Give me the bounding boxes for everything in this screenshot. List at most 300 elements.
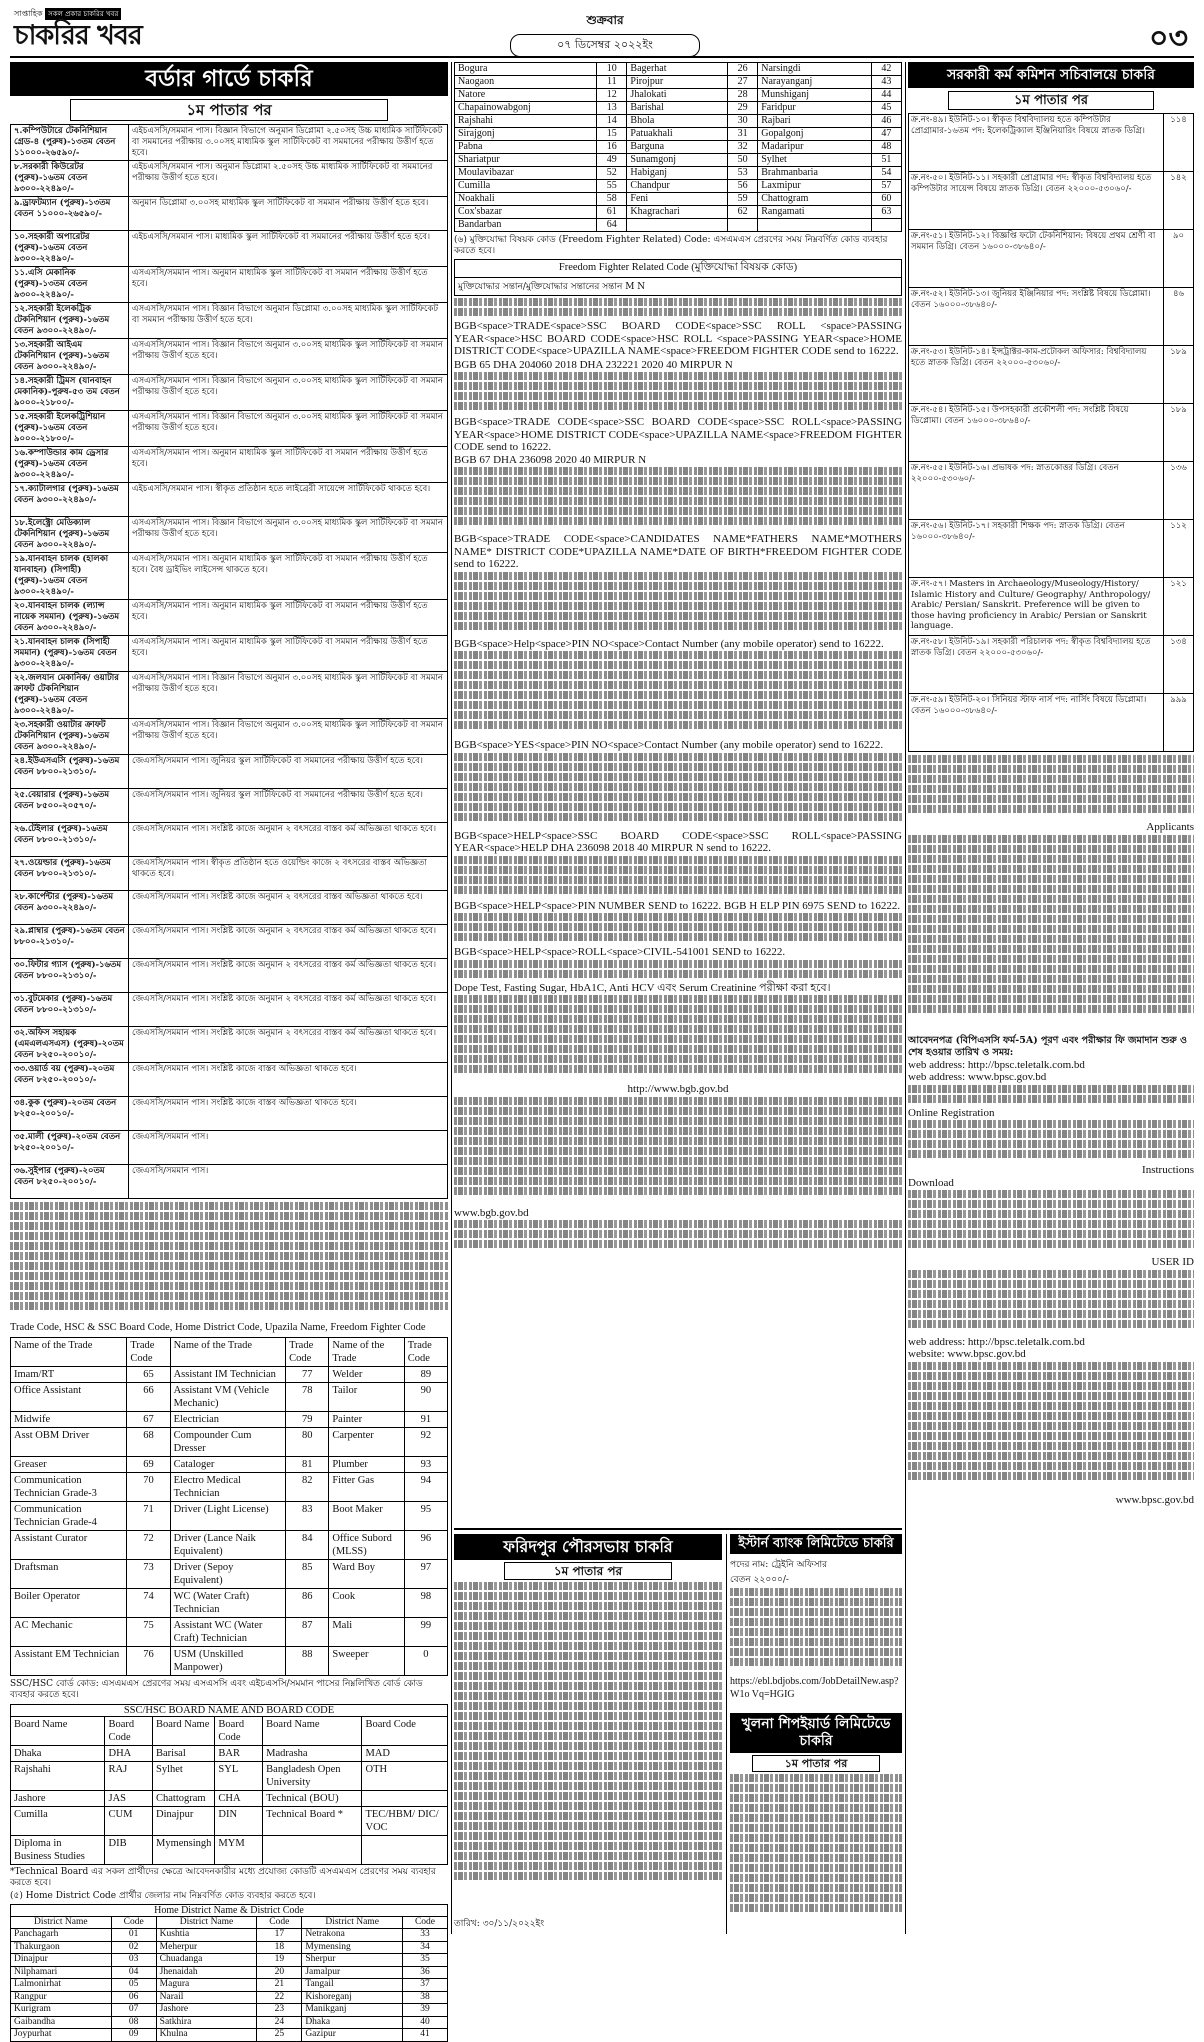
post-row [11,719,448,755]
column-divider [905,62,906,1934]
bpsc-post-count: ১৩৪ [1164,636,1194,694]
district-row [455,154,902,167]
district-cell: Nilphamari [11,1966,112,1979]
column-divider [451,62,452,1934]
khulna-body [730,1774,902,1928]
khulna-title: খুলনা শিপইয়ার্ড লিমিটেডে চাকরি [730,1713,902,1753]
district-header-cell: Code [402,1916,447,1929]
sms-format-1: BGB<space>TRADE<space>SSC BOARD CODE<space>SSC ROLL <space>PASSING YEAR<space>HSC BOARD CODE<space>HSC ROLL <space>PASSING YEAR<space>HOME DISTRICT CODE<space>UPAZILLA NAME<space>FREEDOM FIGHTER CODE send to 16222. [454,320,902,357]
bpsc-teletalk-link[interactable]: web address: http://bpsc.teletalk.com.bd [908,1335,1085,1348]
district-cell: 49 [597,154,627,167]
district-row [455,63,902,76]
board-cell: Madrasha [263,1745,362,1761]
freedom-fighter-intro: (৬) মুক্তিযোদ্ধা বিষয়ক কোড (Freedom Fighter Related) Code: এসএমএস প্রেরণের সময় নিম্নবর্ণিত কোড ব্যবহার করতে হবে। [454,235,888,256]
district-cell: 09 [111,2029,156,2042]
district-cell: Jhalokati [627,89,728,102]
district-cell: 25 [257,2029,302,2042]
trade-cell: 87 [286,1617,329,1646]
post-name: ৮.সরকারী কিউরেটর (পুরুষ)-১৬তম বেতন ৯৩০০-২২৪৯০/- [11,161,129,197]
bpsc-post-row [909,346,1194,404]
post-row [11,303,448,339]
district-cell: Thakurgaon [11,1941,112,1954]
bpsc-post-row [909,172,1194,230]
district-cell: 60 [871,193,901,206]
district-cell: Madaripur [758,141,871,154]
post-row [11,636,448,672]
trade-cell: Painter [329,1411,404,1427]
trade-row [11,1456,448,1472]
board-cell: SYL [215,1761,263,1790]
eastern-apply-link[interactable]: https://ebl.bdjobs.com/JobDetailNew.asp?W1o Vq=HGIG [730,1676,899,1700]
district-cell: 64 [597,219,627,232]
post-requirement: জেএসসি/সমমান পাস। সংশ্লিষ্ট কাজে বাস্তব অভিজ্ঞতা থাকতে হবে। [129,1097,448,1131]
district-title: Home District Name & District Code [10,1904,448,1916]
district-cell: 06 [111,1991,156,2004]
post-requirement: জেএসসি/সমমান পাস। জুনিয়র স্কুল সার্টিফিকেট বা সমমানের পরীক্ষায় উত্তীর্ণ হতে হবে। [129,755,448,789]
body-text [454,467,902,533]
trade-cell: Ward Boy [329,1559,404,1588]
bpsc-body [908,1190,1194,1256]
trade-cell: 83 [286,1501,329,1530]
post-name: ২২.জলযান মেকানিক/ ওয়াটার ক্রাফট টেকনিশিয়ান (পুরুষ)-১৬তম বেতন ৯৩০০-২২৪৯০/- [11,672,129,719]
column-bpsc [908,62,1194,1934]
trade-row [11,1530,448,1559]
board-row [11,1716,448,1745]
post-name: ৩০.ফিটার গ্যাস (পুরুষ)-১৬তম বেতন ৮৮০০-২১৩১০/- [11,959,129,993]
trade-cell: 94 [404,1472,447,1501]
trade-row [11,1617,448,1646]
post-name: ১০.সহকারী অপারেটর (পুরুষ)-১৬তম বেতন ৯৩০০-২২৪৯০/- [11,231,129,267]
bpsc-post-text: ক্র.নং-৫১। ইউনিট-১২। বিজ্ঞপ্তি ফটো টেকনিশিয়ান: বিষয়ে প্রথম শ্রেণী বা সমমান ডিগ্রি। বেতন ১৬০০০-৩৮৬৪০/- [909,230,1164,288]
district-cell: 21 [257,1979,302,1992]
page-number: ০৩ [1148,21,1188,56]
district-cell: 41 [402,2029,447,2042]
district-cell: 48 [871,141,901,154]
trade-cell: Midwife [11,1411,127,1427]
trade-row [11,1427,448,1456]
district-cell [758,219,871,232]
post-row [11,993,448,1027]
district-cell: 36 [402,1966,447,1979]
post-requirement: এসএসসি/সমমান পাস। অনুমান মাধ্যমিক স্কুল সার্টিফিকেট বা সমমান পরীক্ষায় উত্তীর্ণ হতে হবে। [129,600,448,636]
sms-help-roll: BGB<space>HELP<space>ROLL<space>CIVIL-541001 SEND to 16222. [454,946,786,958]
bpsc-post-text: ক্র.নং-৫৮। ইউনিট-১৯। সহকারী পরিচালক পদ: স্বীকৃত বিশ্ববিদ্যালয় হতে স্নাতক ডিগ্রি। বেতন ২২০০০-৫৩০৬০/- [909,636,1164,694]
district-header-cell: District Name [11,1916,112,1929]
district-cell: 19 [257,1954,302,1967]
trade-row [11,1382,448,1411]
post-requirement: জেএসসি/সমমান পাস। জুনিয়র স্কুল সার্টিফিকেট বা সমমানের পরীক্ষায় উত্তীর্ণ হতে হবে। [129,789,448,823]
board-cell: Board Name [11,1716,105,1745]
district-cell: 14 [597,115,627,128]
district-row [455,102,902,115]
district-cell: Dhaka [302,2016,403,2029]
board-title: SSC/HSC BOARD NAME AND BOARD CODE [10,1704,448,1716]
faridpur-ad [454,1534,722,1934]
trade-row [11,1559,448,1588]
trade-cell: Boiler Operator [11,1588,127,1617]
trade-cell: 89 [404,1366,447,1382]
board-cell [362,1835,448,1864]
board-cell [263,1835,362,1864]
post-row [11,517,448,553]
district-cell: Feni [627,193,728,206]
district-cell: 02 [111,1941,156,1954]
bpsc-body [908,1270,1194,1336]
newspaper-logo [14,8,154,54]
instructions-text [10,1202,448,1320]
bpsc-post-text: ক্র.নং-৫৬। ইউনিট-১৭। সহকারী শিক্ষক পদ: স্নাতক ডিগ্রি। বেতন ১৬০০০-৩৮৬৪০/- [909,520,1164,578]
trade-header-cell: Name of the Trade [11,1337,127,1366]
trade-cell: Communication Technician Grade-4 [11,1501,127,1530]
bpsc-post-row [909,404,1194,462]
post-row [11,125,448,161]
district-cell: 44 [871,89,901,102]
post-requirement: জেএসসি/সমমান পাস। [129,1165,448,1199]
post-name: ৩৫.মালী (পুরুষ)-২০তম বেতন ৮২৫০-২০০১০/- [11,1131,129,1165]
district-header-cell: District Name [302,1916,403,1929]
district-cell: 43 [871,76,901,89]
post-name: ২১.যানবাহন চালক (সিপাহী সমমান) (পুরুষ)-১৬তম বেতন ৯৩০০-২২৪৯০/- [11,636,129,672]
board-cell: Jashore [11,1790,105,1806]
body-text [454,1220,902,1253]
trade-header-cell: Trade Code [286,1337,329,1366]
bpsc-post-table [908,113,1194,752]
district-cell: 42 [871,63,901,76]
district-cell: 53 [727,167,757,180]
district-cell: 29 [727,102,757,115]
logo-name: চাকরির খবর [14,20,142,51]
post-name: ১৪.সহকারী ট্রিমস (যানবাহন মেকানিক)-পুরুষ-৫৩ তম বেতন ৯০০০-২১৮০০/- [11,375,129,411]
bpsc-body [908,755,1194,821]
district-cell: 31 [727,128,757,141]
district-cell: 56 [727,180,757,193]
district-cell: Chattogram [758,193,871,206]
body-text [454,753,902,830]
post-row [11,375,448,411]
freedom-fighter-title: Freedom Fighter Related Code (মুক্তিযোদ্ধা বিষয়ক কোড) [454,259,902,278]
sms-example-1: BGB 65 DHA 204060 2018 DHA 232221 2020 40 MIRPUR N [454,358,733,371]
district-cell: Netrakona [302,1929,403,1942]
district-cell: Laxmipur [758,180,871,193]
trade-cell: Cataloger [170,1456,286,1472]
board-cell: RAJ [105,1761,153,1790]
issue-day: শুক্রবার [586,13,624,27]
bpsc-post-row [909,636,1194,694]
district-note: (৫) Home District Code প্রার্থীর জেলার নাম নিম্নবর্ণিত কোড ব্যবহার করতে হবে। [10,1890,316,1901]
body-text [454,913,902,946]
faridpur-title: ফরিদপুর পৌরসভায় চাকরি [454,1534,722,1560]
post-row [11,857,448,891]
district-cell: Bandarban [455,219,597,232]
bpsc-website-link[interactable]: website: www.bpsc.gov.bd [908,1348,1026,1360]
trade-cell: 98 [404,1588,447,1617]
board-cell: Dinajpur [153,1806,215,1835]
post-name: ২৬.টেইলার (পুরুষ)-১৬তম বেতন ৮৮০০-২১৩১০/- [11,823,129,857]
board-cell: Diploma in Business Studies [11,1835,105,1864]
bgb-website-link[interactable]: http://www.bgb.gov.bd [627,1083,729,1095]
trade-cell: 74 [127,1588,170,1617]
post-requirement: এসএসসি/সমমান পাস। বিজ্ঞান বিভাগে অনুমান ৩.০০সহ মাধ্যমিক স্কুল সার্টিফিকেট বা সমমান পরীক্ষায় উত্তীর্ণ হতে হবে। [129,672,448,719]
bpsc-site-link[interactable]: web address: http://bpsc.teletalk.com.bd [908,1058,1085,1071]
post-name: ২৫.বেয়ারার (পুরুষ)-১৬তম বেতন ৮৫০০-২০৫৭০/- [11,789,129,823]
district-cell: Gazipur [302,2029,403,2042]
trade-intro: Trade Code, HSC & SSC Board Code, Home District Code, Upazila Name, Freedom Fighter Code [10,1322,426,1333]
trade-cell: Assistant IM Technician [170,1366,286,1382]
district-cell: 12 [597,89,627,102]
trade-cell: Office Assistant [11,1382,127,1411]
district-row [11,1941,448,1954]
trade-header-cell: Name of the Trade [170,1337,286,1366]
board-cell: CHA [215,1790,263,1806]
district-cell: Rajbari [758,115,871,128]
trade-row [11,1501,448,1530]
post-name: ১৫.সহকারী ইলেকট্রিশিয়ান (পুরুষ)-১৬তম বেতন ৯০০০-২১৮০০/- [11,411,129,447]
district-row [455,219,902,232]
district-cell: Cox'sbazar [455,206,597,219]
post-name: ২০.যানবাহন চালক (ল্যান্স নায়েক সমমান) (পুরুষ)-১৬তম বেতন ৯৩০০-২২৪৯০/- [11,600,129,636]
board-row [11,1806,448,1835]
district-cell: Pirojpur [627,76,728,89]
district-cell: Bogura [455,63,597,76]
board-cell: Barisal [153,1745,215,1761]
district-cell: Natore [455,89,597,102]
board-cell: Cumilla [11,1806,105,1835]
post-requirement: জেএসসি/সমমান পাস। সংশ্লিষ্ট কাজে অনুমান ২ বৎসরের বাস্তব অভিজ্ঞতা থাকতে হবে। [129,891,448,925]
bpsc-post-row [909,288,1194,346]
trade-cell: Compounder Cum Dresser [170,1427,286,1456]
district-row [455,141,902,154]
district-cell: 22 [257,1991,302,2004]
trade-cell: Driver (Lance Naik Equivalent) [170,1530,286,1559]
district-cell: Noakhali [455,193,597,206]
trade-cell: Mali [329,1617,404,1646]
post-name: ২৯.প্লাম্বার (পুরুষ)-১৬তম বেতন ৮৮০০-২১৩১০/- [11,925,129,959]
bpsc-user-id: USER ID [1151,1256,1194,1268]
trade-cell: 80 [286,1427,329,1456]
bpsc-subtitle: ১ম পাতার পর [948,91,1154,110]
post-requirement: এইচএসসি/সমমান পাস। অনুমান ডিপ্লোমা ২.৫০সহ উচ্চ মাধ্যমিক সার্টিফিকেট বা সমমানের পরীক্ষায় উত্তীর্ণ হতে হবে। [129,161,448,197]
post-name: ২৭.ওয়েল্ডার (পুরুষ)-১৬তম বেতন ৮৮০০-২১৩১০/- [11,857,129,891]
logo-tagline-box: সকল প্রকার চাকরির খবর [45,8,121,20]
district-cell: Gaibandha [11,2016,112,2029]
board-cell: CUM [105,1806,153,1835]
post-requirement: এসএসসি/সমমান পাস। অনুমান মাধ্যমিক স্কুল সার্টিফিকেট বা সমমান পরীক্ষায় উত্তীর্ণ হতে হবে। বৈধ ড্রাইভিং লাইসেন্স থাকতে হবে। [129,553,448,600]
bpsc-post-text: ক্র.নং-৫৪। ইউনিট-১৫। উপসহকারী প্রকৌশলী পদ: সংশ্লিষ্ট বিষয়ে ডিপ্লোমা। বেতন ১৬০০০-৩৮৬৪০/- [909,404,1164,462]
bpsc-online-registration: Online Registration [908,1106,995,1119]
trade-cell: Assistant Curator [11,1530,127,1559]
trade-cell: Carpenter [329,1427,404,1456]
post-name: ৩৩.ওয়ার্ড বয় (পুরুষ)-২০তম বেতন ৮২৫০-২০০১০/- [11,1063,129,1097]
trade-cell: Electro Medical Technician [170,1472,286,1501]
district-cell: Shariatpur [455,154,597,167]
post-row [11,891,448,925]
district-cell: Manikganj [302,2004,403,2017]
trade-header-cell: Trade Code [127,1337,170,1366]
district-cell: Narsingdi [758,63,871,76]
eastern-post: পদের নাম: ট্রেইনি অফিসার [730,1560,828,1570]
district-cell: 59 [727,193,757,206]
board-cell: Board Name [153,1716,215,1745]
trade-cell: 85 [286,1559,329,1588]
bgb-website-link-2[interactable]: www.bgb.gov.bd [454,1206,529,1219]
bpsc-post-count: ৯০ [1164,230,1194,288]
district-cell: Chandpur [627,180,728,193]
board-cell: DIB [105,1835,153,1864]
district-cell: Moulavibazar [455,167,597,180]
district-cell: Sunamgonj [627,154,728,167]
post-name: ৩৪.কুক (পুরুষ)-২০তম বেতন ৮২৫০-২০০১০/- [11,1097,129,1131]
trade-cell: Asst OBM Driver [11,1427,127,1456]
district-cell: Narayanganj [758,76,871,89]
district-cell: Jashore [156,2004,257,2017]
district-cell: 54 [871,167,901,180]
trade-header-cell: Name of the Trade [329,1337,404,1366]
eastern-salary: বেতন ২২০০০/- [730,1575,789,1585]
trade-cell: Tailor [329,1382,404,1411]
logo-tagline: সাপ্তাহিক [14,9,43,18]
district-row [11,1954,448,1967]
board-cell: MYM [215,1835,263,1864]
district-cell: 52 [597,167,627,180]
bpsc-post-count: ১৮৯ [1164,346,1194,404]
district-cell: Khulna [156,2029,257,2042]
district-cell: 37 [402,1979,447,1992]
board-cell: Mymensingh [153,1835,215,1864]
post-requirement: এসএসসি/সমমান পাস। অনুমান মাধ্যমিক স্কুল সার্টিফিকেট বা সমমান পরীক্ষায় উত্তীর্ণ হতে হবে। [129,636,448,672]
district-cell: 46 [871,115,901,128]
trade-cell: 82 [286,1472,329,1501]
board-cell: Chattogram [153,1790,215,1806]
bpsc-body [908,835,1194,1033]
board-cell: Technical (BOU) [263,1790,362,1806]
bpsc-post-row [909,462,1194,520]
masthead [10,8,1194,58]
district-cell: 03 [111,1954,156,1967]
post-requirement: জেএসসি/সমমান পাস। সংশ্লিষ্ট কাজে অনুমান ২ বৎসরের বাস্তব কর্ম অভিজ্ঞতা থাকতে হবে। [129,993,448,1027]
district-row [455,180,902,193]
district-cell: 47 [871,128,901,141]
district-row [455,89,902,102]
post-requirement: এইচএসসি/সমমান পাস। মাধ্যমিক স্কুল সার্টিফিকেট বা সমমানের পরীক্ষায় উত্তীর্ণ হতে হবে। [129,231,448,267]
post-row [11,1097,448,1131]
bpsc-post-text: ক্র.নং-৫২। ইউনিট-১৩। জুনিয়র ইঞ্জিনিয়ার পদ: সংশ্লিষ্ট বিষয়ে ডিপ্লোমা। বেতন ১৬০০০-৩৮৬৪০/- [909,288,1164,346]
sms-help-pin: BGB<space>HELP<space>PIN NUMBER SEND to 16222. BGB H ELP PIN 6975 SEND to 16222. [454,899,901,912]
bpsc-post-text: ক্র.নং-৫৯। ইউনিট-২০। সিনিয়র স্টাফ নার্স পদ: নার্সিং বিষয়ে ডিপ্লোমা। বেতন ১৬০০০-৩৮৬৪০/- [909,694,1164,752]
body-text [454,960,902,982]
post-name: ১১.এসি মেকানিক (পুরুষ)-১৩তম বেতন ৯৩০০-২২৪৯০/- [11,267,129,303]
trade-cell: 69 [127,1456,170,1472]
post-row [11,959,448,993]
district-cell: 11 [597,76,627,89]
district-cell: Patuakhali [627,128,728,141]
post-requirement: এসএসসি/সমমান পাস। বিজ্ঞান বিভাগে অনুমান ৩.০০সহ মাধ্যমিক স্কুল সার্টিফিকেট বা সমমান পরীক্ষায় উত্তীর্ণ হতে হবে। [129,375,448,411]
district-cell: 13 [597,102,627,115]
district-row [455,128,902,141]
trade-cell: Draftsman [11,1559,127,1588]
bpsc-post-row [909,694,1194,752]
district-cell: Lalmonirhat [11,1979,112,1992]
trade-cell: Communication Technician Grade-3 [11,1472,127,1501]
post-row [11,553,448,600]
body-text [454,856,902,900]
post-requirement: এসএসসি/সমমান পাস। অনুমান মাধ্যমিক স্কুল সার্টিফিকেট বা সমমান পরীক্ষায় উত্তীর্ণ হতে হবে। [129,447,448,483]
post-row [11,231,448,267]
board-cell: TEC/HBM/ DIC/ VOC [362,1806,448,1835]
district-cell: Brahmanbaria [758,167,871,180]
trade-cell: 97 [404,1559,447,1588]
trade-cell: Fitter Gas [329,1472,404,1501]
body-text [454,1097,902,1207]
district-cell: Dinajpur [11,1954,112,1967]
board-row [11,1835,448,1864]
district-cell: 63 [871,206,901,219]
district-cell [727,219,757,232]
body-text [454,651,902,739]
body-text [454,372,902,416]
trade-cell: Assistant WC (Water Craft) Technician [170,1617,286,1646]
bpsc-post-row [909,230,1194,288]
district-cell: 07 [111,2004,156,2017]
bpsc-footer-link[interactable]: www.bpsc.gov.bd [1115,1493,1194,1506]
district-cell: Joypurhat [11,2029,112,2042]
district-cell: Mymensing [302,1941,403,1954]
bpsc-title: সরকারী কর্ম কমিশন সচিবালয়ে চাকরি [908,62,1194,88]
board-cell: MAD [362,1745,448,1761]
post-name: ৩১.বুটমেকার (পুরুষ)-১৬তম বেতন ৮৮০০-২১৩১০/- [11,993,129,1027]
trade-cell: WC (Water Craft) Technician [170,1588,286,1617]
trade-cell: USM (Unskilled Manpower) [170,1646,286,1675]
post-row [11,672,448,719]
post-requirement: জেএসসি/সমমান পাস। [129,1131,448,1165]
bpsc-download: Download [908,1176,954,1189]
board-cell: JAS [105,1790,153,1806]
district-cell: Faridpur [758,102,871,115]
district-row [455,167,902,180]
sms-help-format: BGB<space>Help<space>PIN NO<space>Contact Number (any mobile operator) send to 16222. [454,637,884,650]
bpsc-post-count: ৪৬ [1164,288,1194,346]
bpsc-instructions: Instructions [1142,1164,1194,1176]
board-row [11,1761,448,1790]
trade-cell: Imam/RT [11,1366,127,1382]
trade-cell: 90 [404,1382,447,1411]
trade-header-cell: Trade Code [404,1337,447,1366]
trade-cell: 71 [127,1501,170,1530]
body-text [454,995,902,1083]
trade-row [11,1472,448,1501]
board-cell: Rajshahi [11,1761,105,1790]
district-row [455,193,902,206]
sms-confirm-format: BGB<space>YES<space>PIN NO<space>Contact Number (any mobile operator) send to 16222. [454,739,884,751]
bpsc-body [908,1362,1194,1494]
post-row [11,1165,448,1199]
district-cell: 30 [727,115,757,128]
board-cell: Board Code [105,1716,153,1745]
board-note: SSC/HSC বোর্ড কোড: এসএমএস প্রেরণের সময় এসএসসি এবং এইচএসসি/সমমান পাসের নিম্নলিখিত বোর্ড কোড ব্যবহার করতে হবে। [10,1678,423,1700]
district-cell: Sirajgonj [455,128,597,141]
trade-row [11,1646,448,1675]
trade-cell: 84 [286,1530,329,1559]
bpsc-post-text: ক্র.নং-৪৯। ইউনিট-১০। স্বীকৃত বিশ্ববিদ্যালয় হতে কম্পিউটার প্রোগ্রামার-১৬তম পদ: ইলেকট্রিক্যাল ইঞ্জিনিয়ারিং বিষয়ে স্নাতক ডিগ্রি। [909,114,1164,172]
district-cell: 18 [257,1941,302,1954]
district-cell: 04 [111,1966,156,1979]
bpsc-site-link-2[interactable]: web address: www.bpsc.gov.bd [908,1071,1047,1083]
district-cell: 08 [111,2016,156,2029]
district-cell: Satkhira [156,2016,257,2029]
post-name: ১৬.কম্পাউন্ডার কাম ড্রেসার (পুরুষ)-১৬তম বেতন ৯৩০০-২২৪৯০/- [11,447,129,483]
district-cell: 38 [402,1991,447,2004]
post-name: ১২.সহকারী ইলেকট্রিক টেকনিশিয়ান (পুরুষ)-১৬তম বেতন ৯৩০০-২২৪৯০/- [11,303,129,339]
post-row [11,197,448,231]
